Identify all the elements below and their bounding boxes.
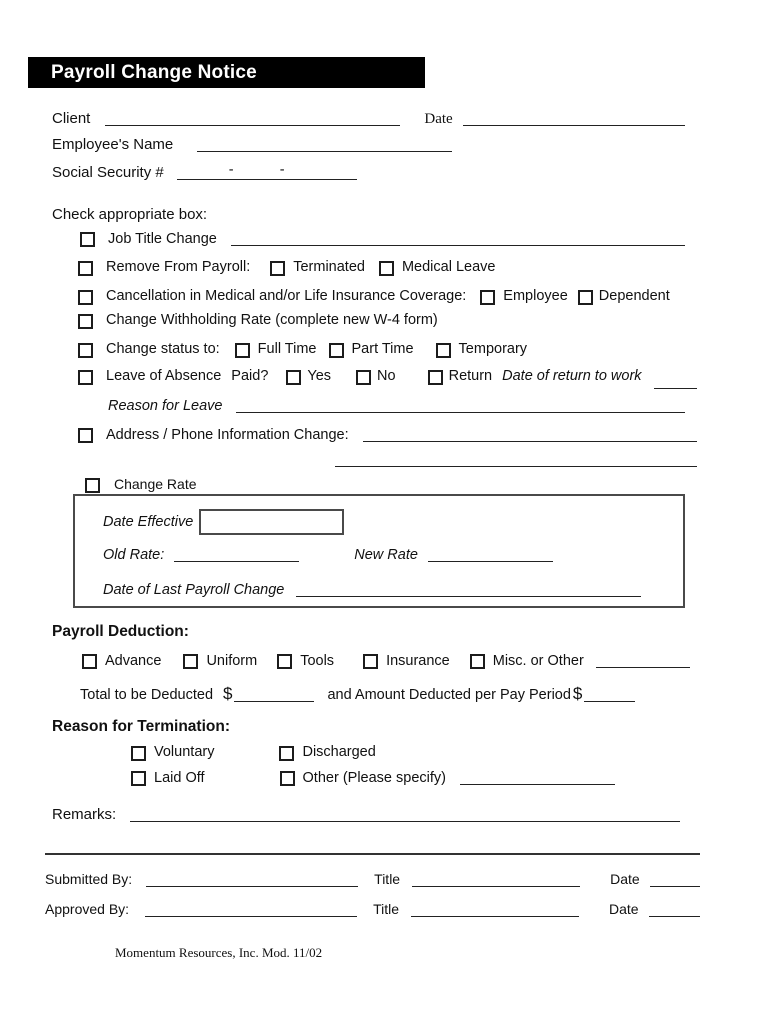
leave-of-absence-checkbox[interactable]: [78, 370, 93, 385]
change-rate-checkbox[interactable]: [85, 478, 100, 493]
change-rate-label: Change Rate: [114, 476, 197, 492]
change-withholding-label: Change Withholding Rate (complete new W-4 form): [106, 312, 438, 328]
amount-per-pay-period-input-line[interactable]: [584, 689, 635, 702]
other-label: Other (Please specify): [302, 770, 446, 786]
change-withholding-checkbox[interactable]: [78, 314, 93, 329]
payroll-deduction-heading-row: [52, 623, 189, 641]
approved-date-input-line[interactable]: [649, 904, 700, 917]
laid-off-label: Laid Off: [154, 770, 205, 786]
cancellation-dependent-checkbox[interactable]: [578, 290, 593, 305]
insurance-label: Insurance: [386, 653, 450, 669]
client-date-row: [52, 110, 685, 128]
date-label: Date: [424, 111, 453, 127]
paid-yes-label: Yes: [307, 368, 332, 384]
change-status-checkbox[interactable]: [78, 343, 93, 358]
insurance-checkbox[interactable]: [363, 654, 378, 669]
ssn-input-line[interactable]: [177, 164, 357, 180]
ssn-row: [52, 161, 357, 181]
termination-row-2: [131, 769, 615, 786]
address-change-input-line[interactable]: [363, 429, 697, 442]
uniform-checkbox[interactable]: [183, 654, 198, 669]
section-divider: [45, 853, 700, 855]
tools-label: Tools: [300, 653, 335, 669]
old-rate-label: Old Rate:: [103, 547, 165, 563]
other-specify-input-line[interactable]: [460, 772, 615, 785]
employee-name-input-line[interactable]: [197, 139, 452, 152]
submitted-by-row: [45, 871, 700, 887]
cancellation-employee-label: Employee: [503, 288, 568, 304]
paid-no-label: No: [377, 368, 396, 384]
leave-of-absence-row: [78, 368, 697, 384]
check-section-heading-row: [52, 206, 207, 223]
cancellation-row: [78, 288, 670, 304]
date-effective-label: Date Effective: [103, 514, 194, 530]
deduction-options-row: [82, 652, 690, 669]
ssn-label: Social Security #: [52, 164, 164, 181]
misc-or-other-input-line[interactable]: [596, 655, 690, 668]
reason-for-leave-label: Reason for Leave: [108, 398, 223, 414]
paid-label: Paid?: [231, 368, 269, 384]
cancellation-dependent-label: Dependent: [598, 288, 670, 304]
medical-leave-label: Medical Leave: [401, 259, 496, 275]
job-title-change-input-line[interactable]: [231, 233, 685, 246]
address-change-checkbox[interactable]: [78, 428, 93, 443]
amount-per-pay-period-label: and Amount Deducted per Pay Period: [327, 687, 571, 703]
cancellation-label: Cancellation in Medical and/or Life Insurance Coverage:: [106, 288, 467, 304]
voluntary-label: Voluntary: [154, 744, 215, 760]
advance-checkbox[interactable]: [82, 654, 97, 669]
employee-name-label: Employee's Name: [52, 136, 174, 153]
approved-title-label: Title: [373, 901, 399, 917]
remarks-label: Remarks:: [52, 806, 117, 823]
old-rate-input-line[interactable]: [174, 549, 299, 562]
deduction-totals-row: [80, 684, 635, 704]
remarks-row: [52, 806, 680, 823]
address-change-label: Address / Phone Information Change:: [106, 427, 349, 443]
misc-or-other-label: Misc. or Other: [492, 653, 584, 669]
reason-for-leave-row: [108, 397, 685, 414]
tools-checkbox[interactable]: [277, 654, 292, 669]
remarks-input-line[interactable]: [130, 809, 680, 822]
form-footer: Momentum Resources, Inc. Mod. 11/02: [115, 945, 323, 960]
paid-yes-checkbox[interactable]: [286, 370, 301, 385]
change-withholding-row: [78, 312, 438, 328]
temporary-label: Temporary: [458, 341, 528, 357]
cancellation-checkbox[interactable]: [78, 290, 93, 305]
laid-off-checkbox[interactable]: [131, 771, 146, 786]
full-time-checkbox[interactable]: [235, 343, 250, 358]
advance-label: Advance: [105, 653, 162, 669]
rates-row: [103, 546, 553, 563]
part-time-label: Part Time: [351, 341, 414, 357]
terminated-label: Terminated: [293, 259, 365, 275]
employee-name-row: [52, 136, 452, 153]
submitted-title-label: Title: [374, 871, 401, 887]
termination-row-1: [131, 744, 376, 760]
change-rate-box: [73, 494, 685, 608]
misc-or-other-checkbox[interactable]: [470, 654, 485, 669]
date-of-return-input-line[interactable]: [654, 376, 697, 389]
client-input-line[interactable]: [105, 113, 400, 126]
temporary-checkbox[interactable]: [436, 343, 451, 358]
ssn-dash: -: [228, 162, 234, 178]
approved-by-row: [45, 901, 700, 917]
remove-from-payroll-label: Remove From Payroll:: [106, 259, 251, 275]
submitted-date-label: Date: [610, 871, 640, 887]
full-time-label: Full Time: [257, 341, 317, 357]
submitted-by-input-line[interactable]: [146, 874, 358, 887]
approved-title-input-line[interactable]: [411, 904, 579, 917]
return-label: Return: [448, 368, 493, 384]
dollar-sign: $: [572, 684, 583, 703]
new-rate-label: New Rate: [354, 547, 418, 563]
date-effective-input-box[interactable]: [199, 509, 344, 535]
paid-no-checkbox[interactable]: [356, 370, 371, 385]
leave-of-absence-label: Leave of Absence: [106, 368, 222, 384]
check-section-heading: Check appropriate box:: [52, 206, 208, 223]
cancellation-employee-checkbox[interactable]: [480, 290, 495, 305]
address-change-input-line-2[interactable]: [335, 466, 697, 467]
new-rate-input-line[interactable]: [428, 549, 553, 562]
date-effective-row: [103, 509, 344, 535]
job-title-change-label: Job Title Change: [108, 231, 217, 247]
payroll-deduction-heading: Payroll Deduction:: [52, 623, 189, 640]
part-time-checkbox[interactable]: [329, 343, 344, 358]
approved-date-label: Date: [609, 901, 639, 917]
termination-heading: Reason for Termination:: [52, 718, 230, 735]
dollar-sign: $: [223, 684, 233, 703]
reason-for-leave-input-line[interactable]: [236, 400, 685, 413]
discharged-checkbox[interactable]: [279, 746, 294, 761]
approved-by-label: Approved By:: [45, 901, 130, 917]
client-label: Client: [52, 110, 91, 127]
discharged-label: Discharged: [302, 744, 376, 760]
total-deducted-input-line[interactable]: [234, 689, 314, 702]
submitted-date-input-line[interactable]: [650, 874, 700, 887]
terminated-checkbox[interactable]: [270, 261, 285, 276]
last-payroll-change-input-line[interactable]: [296, 584, 641, 597]
change-status-row: [78, 341, 527, 357]
form-title: Payroll Change Notice: [51, 61, 257, 83]
last-payroll-change-row: [103, 581, 641, 598]
total-to-be-deducted-label: Total to be Deducted: [80, 687, 214, 703]
termination-heading-row: [52, 718, 230, 736]
medical-leave-checkbox[interactable]: [379, 261, 394, 276]
remove-from-payroll-row: [78, 259, 495, 275]
uniform-label: Uniform: [206, 653, 258, 669]
job-title-change-checkbox[interactable]: [80, 232, 95, 247]
other-checkbox[interactable]: [280, 771, 295, 786]
return-checkbox[interactable]: [428, 370, 443, 385]
approved-by-input-line[interactable]: [145, 904, 357, 917]
job-title-change-row: [80, 230, 685, 247]
submitted-title-input-line[interactable]: [412, 874, 580, 887]
date-input-line[interactable]: [463, 113, 685, 126]
form-title-bar: [28, 57, 425, 88]
voluntary-checkbox[interactable]: [131, 746, 146, 761]
submitted-by-label: Submitted By:: [45, 871, 133, 887]
remove-from-payroll-checkbox[interactable]: [78, 261, 93, 276]
ssn-dash: -: [279, 162, 285, 178]
date-of-return-label: Date of return to work: [502, 368, 642, 384]
change-rate-row: [85, 476, 197, 492]
change-status-label: Change status to:: [106, 341, 220, 357]
address-change-row: [78, 426, 697, 443]
last-payroll-change-label: Date of Last Payroll Change: [103, 582, 285, 598]
